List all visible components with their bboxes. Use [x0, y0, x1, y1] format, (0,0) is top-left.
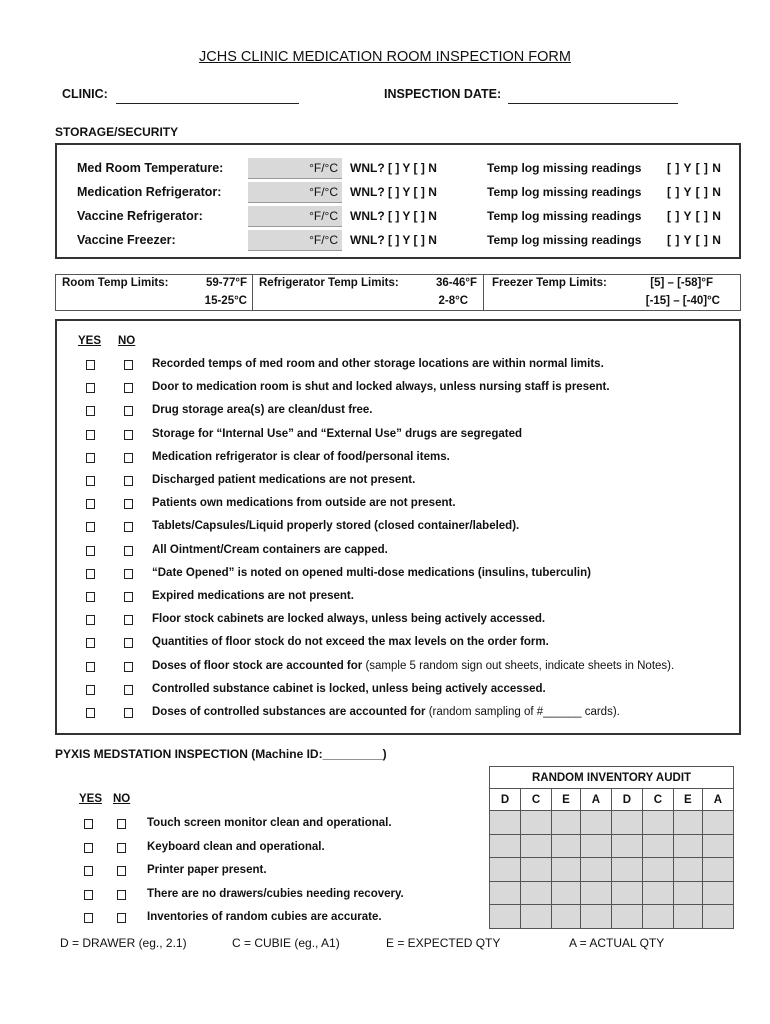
pyxis-yes-checkbox[interactable]	[84, 843, 93, 853]
audit-cell[interactable]	[521, 905, 552, 929]
yes-checkbox[interactable]	[86, 406, 95, 416]
checklist-item	[152, 497, 456, 509]
checklist-item	[152, 683, 546, 695]
inventory-audit-table	[489, 766, 734, 929]
no-checkbox[interactable]	[124, 662, 133, 672]
audit-row	[490, 905, 734, 929]
checklist-item-text: Doses of floor stock are accounted for	[152, 659, 363, 672]
checklist-item-text: Floor stock cabinets are locked always, unless being actively accessed.	[152, 613, 546, 626]
yes-checkbox[interactable]	[86, 430, 95, 440]
yes-checkbox[interactable]	[86, 662, 95, 672]
audit-cell[interactable]	[702, 834, 733, 858]
temp-log-label: Temp log missing readings	[487, 161, 642, 175]
audit-col-header: D	[490, 789, 521, 811]
checklist-item	[152, 544, 388, 556]
audit-cell[interactable]	[673, 811, 702, 835]
no-checkbox[interactable]	[124, 383, 133, 393]
audit-cell[interactable]	[642, 905, 673, 929]
checklist-item-text: Tablets/Capsules/Liquid properly stored (closed container/labeled).	[152, 520, 520, 533]
audit-cell[interactable]	[521, 881, 552, 905]
audit-cell[interactable]	[490, 858, 521, 882]
audit-col-header: D	[611, 789, 642, 811]
clinic-label: CLINIC:	[62, 87, 108, 101]
checklist-item-text: Expired medications are not present.	[152, 590, 354, 602]
audit-row	[490, 858, 734, 882]
audit-cell[interactable]	[580, 834, 611, 858]
clinic-field[interactable]	[116, 103, 299, 104]
wnl-yes-no[interactable]: WNL? [ ] Y [ ] N	[350, 185, 437, 199]
no-checkbox[interactable]	[124, 685, 133, 695]
audit-row	[490, 834, 734, 858]
pyxis-section-title: PYXIS MEDSTATION INSPECTION (Machine ID:_________)	[55, 747, 387, 761]
no-checkbox[interactable]	[124, 406, 133, 416]
no-checkbox[interactable]	[124, 476, 133, 486]
no-checkbox[interactable]	[124, 638, 133, 648]
audit-cell[interactable]	[673, 905, 702, 929]
audit-col-header: E	[552, 789, 581, 811]
yes-checkbox[interactable]	[86, 638, 95, 648]
audit-col-header: A	[580, 789, 611, 811]
audit-cell[interactable]	[702, 905, 733, 929]
checklist-item-text: Controlled substance cabinet is locked, unless being actively accessed.	[152, 682, 546, 695]
checklist-item	[152, 567, 591, 579]
temperature-field[interactable]: °F/°C	[248, 230, 342, 251]
checklist-item-note: (random sampling of #______ cards).	[425, 706, 620, 718]
temp-log-label: Temp log missing readings	[487, 209, 642, 223]
temp-log-label: Temp log missing readings	[487, 233, 642, 247]
audit-cell[interactable]	[611, 858, 642, 882]
pyxis-no-checkbox[interactable]	[117, 843, 126, 853]
checklist-item	[152, 706, 620, 718]
audit-cell[interactable]	[702, 811, 733, 835]
no-checkbox[interactable]	[124, 569, 133, 579]
audit-cell[interactable]	[580, 858, 611, 882]
audit-title: RANDOM INVENTORY AUDIT	[490, 767, 734, 789]
yes-checkbox[interactable]	[86, 499, 95, 509]
checklist-item	[152, 404, 373, 416]
audit-row	[490, 881, 734, 905]
audit-cell[interactable]	[673, 858, 702, 882]
checklist-item-text: “Date Opened” is noted on opened multi-dose medications (insulins, tuberculin)	[152, 566, 591, 579]
yes-checkbox[interactable]	[86, 453, 95, 463]
checklist-item	[152, 428, 522, 440]
pyxis-item: There are no drawers/cubies needing recovery.	[147, 887, 404, 900]
storage-box	[55, 143, 741, 259]
audit-cell[interactable]	[552, 834, 581, 858]
audit-cell[interactable]	[521, 834, 552, 858]
legend-drawer: D = DRAWER (eg., 2.1)	[60, 936, 187, 950]
no-checkbox[interactable]	[124, 708, 133, 718]
audit-cell[interactable]	[611, 811, 642, 835]
audit-cell[interactable]	[673, 834, 702, 858]
wnl-yes-no[interactable]: WNL? [ ] Y [ ] N	[350, 209, 437, 223]
audit-cell[interactable]	[611, 881, 642, 905]
pyxis-item: Keyboard clean and operational.	[147, 840, 325, 853]
checklist-item	[152, 590, 354, 602]
form-title: JCHS CLINIC MEDICATION ROOM INSPECTION FORM	[199, 49, 571, 65]
fridge-temp-label: Refrigerator Temp Limits:	[259, 277, 399, 289]
audit-cell[interactable]	[702, 881, 733, 905]
audit-cell[interactable]	[580, 811, 611, 835]
freezer-temp-c: [-15] – [-40]°C	[645, 295, 720, 307]
checklist-item-text: All Ointment/Cream containers are capped.	[152, 543, 388, 556]
audit-cell[interactable]	[552, 811, 581, 835]
temp-log-yes-no[interactable]: [ ] Y [ ] N	[667, 161, 722, 175]
yes-checkbox[interactable]	[86, 383, 95, 393]
freezer-temp-f: [5] – [-58]°F	[650, 277, 713, 289]
audit-col-header: C	[521, 789, 552, 811]
checklist-item	[152, 660, 674, 672]
checklist-no-header: NO	[118, 335, 136, 347]
yes-checkbox[interactable]	[86, 569, 95, 579]
yes-checkbox[interactable]	[86, 615, 95, 625]
pyxis-yes-checkbox[interactable]	[84, 819, 93, 829]
legend-expected: E = EXPECTED QTY	[386, 936, 501, 950]
freezer-temp-label: Freezer Temp Limits:	[492, 277, 607, 289]
checklist-yes-header: YES	[78, 335, 102, 347]
audit-cell[interactable]	[552, 905, 581, 929]
legend-cubie: C = CUBIE (eg., A1)	[232, 936, 340, 950]
checklist-item-text: Drug storage area(s) are clean/dust free.	[152, 404, 373, 417]
fridge-temp-c: 2-8°C	[438, 295, 468, 307]
audit-cell[interactable]	[490, 811, 521, 835]
yes-checkbox[interactable]	[86, 360, 95, 370]
no-checkbox[interactable]	[124, 522, 133, 532]
checklist-item	[152, 636, 549, 648]
audit-col-header: A	[702, 789, 733, 811]
storage-row-label: Medication Refrigerator:	[77, 185, 222, 199]
yes-checkbox[interactable]	[86, 476, 95, 486]
audit-cell[interactable]	[490, 834, 521, 858]
pyxis-item: Printer paper present.	[147, 864, 267, 876]
pyxis-no-checkbox[interactable]	[117, 890, 126, 900]
no-checkbox[interactable]	[124, 592, 133, 602]
no-checkbox[interactable]	[124, 453, 133, 463]
temperature-field[interactable]: °F/°C	[248, 182, 342, 203]
yes-checkbox[interactable]	[86, 685, 95, 695]
temperature-field[interactable]: °F/°C	[248, 158, 342, 179]
room-temp-c: 15-25°C	[204, 295, 247, 307]
inspection-date-label: INSPECTION DATE:	[384, 87, 502, 101]
audit-cell[interactable]	[642, 811, 673, 835]
checklist-box	[55, 319, 741, 735]
audit-cell[interactable]	[642, 858, 673, 882]
pyxis-yes-header: YES	[79, 793, 103, 805]
freezer-temp-limits	[484, 275, 740, 310]
checklist-item-text: Medication refrigerator is clear of food/personal items.	[152, 450, 450, 463]
temp-log-yes-no[interactable]: [ ] Y [ ] N	[667, 185, 722, 199]
storage-row-label: Vaccine Refrigerator:	[77, 209, 203, 223]
room-temp-label: Room Temp Limits:	[62, 277, 169, 289]
yes-checkbox[interactable]	[86, 522, 95, 532]
audit-cell[interactable]	[611, 834, 642, 858]
pyxis-no-header: NO	[113, 793, 131, 805]
pyxis-yes-checkbox[interactable]	[84, 913, 93, 923]
audit-col-header: E	[673, 789, 702, 811]
checklist-item-text: Storage for “Internal Use” and “External Use” drugs are segregated	[152, 427, 523, 440]
checklist-item	[152, 520, 519, 532]
fridge-temp-limits	[253, 275, 484, 310]
checklist-item-text: Quantities of floor stock do not exceed the max levels on the order form.	[152, 636, 549, 649]
temp-limits-box	[55, 274, 741, 311]
audit-cell[interactable]	[673, 881, 702, 905]
pyxis-no-checkbox[interactable]	[117, 866, 126, 876]
checklist-item	[152, 613, 545, 625]
audit-cell[interactable]	[642, 834, 673, 858]
yes-checkbox[interactable]	[86, 546, 95, 556]
temp-log-yes-no[interactable]: [ ] Y [ ] N	[667, 209, 722, 223]
pyxis-yes-checkbox[interactable]	[84, 890, 93, 900]
checklist-item-text: Doses of controlled substances are accounted for	[152, 706, 426, 718]
legend-actual: A = ACTUAL QTY	[569, 936, 665, 950]
room-temp-limits	[56, 275, 253, 310]
storage-row-label: Med Room Temperature:	[77, 161, 224, 175]
no-checkbox[interactable]	[124, 615, 133, 625]
fridge-temp-f: 36-46°F	[435, 277, 477, 289]
storage-section-title: STORAGE/SECURITY	[55, 125, 179, 139]
inspection-date-field[interactable]	[508, 103, 678, 104]
no-checkbox[interactable]	[124, 360, 133, 370]
checklist-item	[152, 381, 610, 393]
pyxis-yes-checkbox[interactable]	[84, 866, 93, 876]
audit-cell[interactable]	[552, 881, 581, 905]
checklist-item	[152, 451, 450, 463]
yes-checkbox[interactable]	[86, 592, 95, 602]
wnl-yes-no[interactable]: WNL? [ ] Y [ ] N	[350, 233, 437, 247]
checklist-item-note: (sample 5 random sign out sheets, indicate sheets in Notes).	[362, 659, 675, 672]
audit-cell[interactable]	[580, 905, 611, 929]
pyxis-no-checkbox[interactable]	[117, 819, 126, 829]
audit-cell[interactable]	[580, 881, 611, 905]
audit-cell[interactable]	[521, 858, 552, 882]
no-checkbox[interactable]	[124, 430, 133, 440]
checklist-item-text: Recorded temps of med room and other storage locations are within normal limits.	[152, 358, 604, 370]
audit-cell[interactable]	[552, 858, 581, 882]
audit-cell[interactable]	[642, 881, 673, 905]
checklist-item	[152, 358, 604, 370]
checklist-item-text: Door to medication room is shut and locked always, unless nursing staff is present.	[152, 381, 610, 394]
audit-cell[interactable]	[490, 905, 521, 929]
storage-row-label: Vaccine Freezer:	[77, 233, 176, 247]
audit-cell[interactable]	[521, 811, 552, 835]
pyxis-item: Inventories of random cubies are accurate.	[147, 911, 382, 923]
checklist-item-text: Discharged patient medications are not present.	[152, 474, 416, 486]
pyxis-no-checkbox[interactable]	[117, 913, 126, 923]
checklist-item	[152, 474, 415, 486]
audit-col-header: C	[642, 789, 673, 811]
room-temp-f: 59-77°F	[205, 277, 247, 289]
pyxis-item: Touch screen monitor clean and operational.	[147, 817, 392, 829]
audit-cell[interactable]	[702, 858, 733, 882]
audit-row	[490, 811, 734, 835]
audit-cell[interactable]	[611, 905, 642, 929]
audit-cell[interactable]	[490, 881, 521, 905]
wnl-yes-no[interactable]: WNL? [ ] Y [ ] N	[350, 161, 437, 175]
checklist-item-text: Patients own medications from outside are not present.	[152, 497, 456, 510]
no-checkbox[interactable]	[124, 546, 133, 556]
temp-log-yes-no[interactable]: [ ] Y [ ] N	[667, 233, 722, 247]
temp-log-label: Temp log missing readings	[487, 185, 642, 199]
temperature-field[interactable]: °F/°C	[248, 206, 342, 227]
yes-checkbox[interactable]	[86, 708, 95, 718]
no-checkbox[interactable]	[124, 499, 133, 509]
